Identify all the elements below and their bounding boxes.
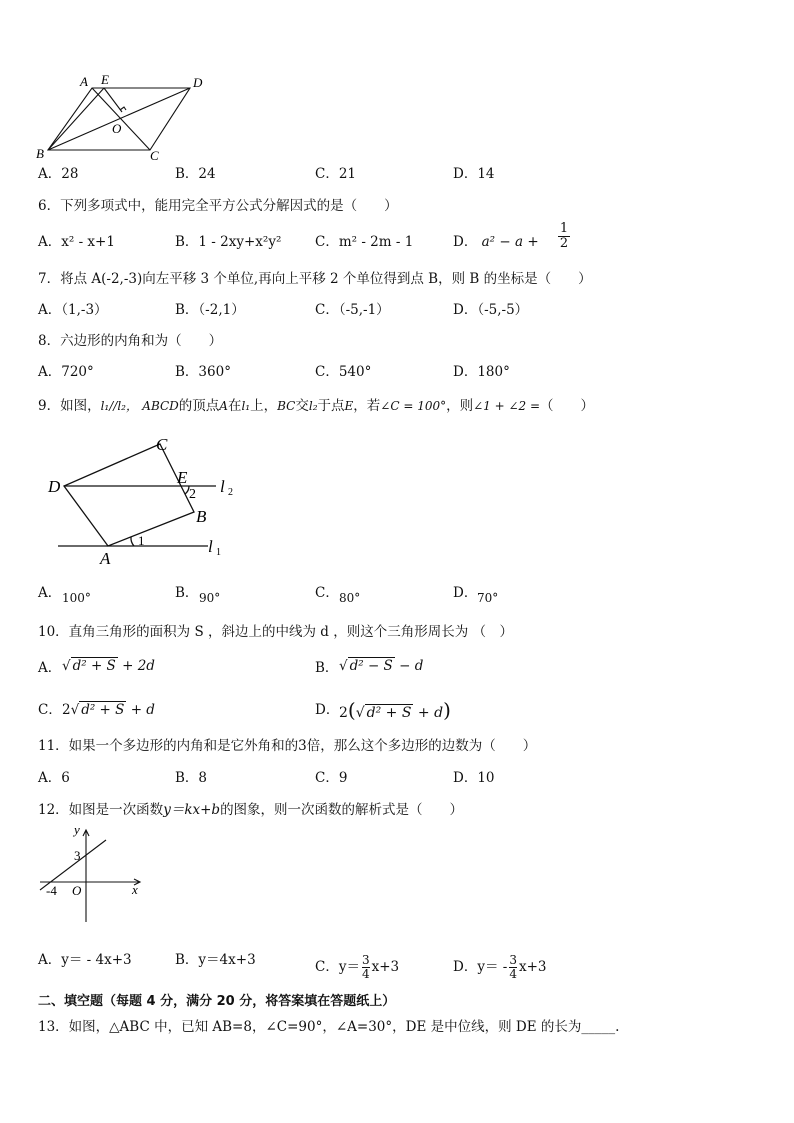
q10-option-d: [339, 700, 451, 720]
fig9-label-b: B: [196, 507, 207, 526]
graph-origin-label: O: [72, 883, 82, 898]
q13-stem: 13．如图，△ABC 中，已知 AB=8，∠C=90°，∠A=30°，DE 是中位线，则 DE 的长为_____.: [38, 1019, 620, 1035]
q10-option-a: [62, 660, 155, 674]
q9-condition: ∠C = 100°: [380, 399, 447, 413]
q6-option-d-expr: a² − a +: [481, 234, 539, 250]
sqrt-sign: √: [70, 702, 80, 718]
q12-function: y＝kx+b: [163, 802, 221, 818]
q6-fraction: [558, 222, 570, 252]
graph-y-axis-label: y: [74, 822, 80, 837]
graph-x-axis-label: x: [132, 882, 138, 897]
q9-option-b-label: B．: [175, 585, 199, 601]
q10-option-b-label: B．: [315, 660, 339, 676]
q9-parallel-lines: l₁//l₂，: [100, 399, 138, 413]
fig-top-label-c: C: [150, 148, 159, 163]
q12-option-d-denominator: 4: [509, 967, 517, 982]
q12-stem-part: 的图象，则一次函数的解析式是（ ）: [220, 802, 464, 818]
q10-option-b: [339, 660, 423, 674]
q12-option-d: [453, 954, 546, 981]
q5-option-d: D．14: [453, 166, 495, 182]
q7-option-c: C．（-5,-1）: [315, 302, 390, 318]
q6-fraction-denominator: 2: [559, 236, 569, 252]
q9-abcd: ABCD: [142, 399, 179, 413]
q10-option-c-radicand: d² + S: [81, 702, 125, 718]
q8-option-a: A．720°: [38, 364, 94, 380]
graph-x-intercept-label: -4: [46, 883, 57, 898]
q10-option-a-label: A．: [38, 660, 62, 676]
q11-stem: 11．如果一个多边形的内角和是它外角和的3倍，那么这个多边形的边数为（ ）: [38, 738, 537, 754]
q11-option-b: B．8: [175, 770, 208, 786]
q6-option-d-label: D．: [453, 234, 478, 250]
q12-option-d-tail: x+3: [518, 959, 547, 976]
fig9-line-l2-sub: 2: [228, 487, 233, 498]
q5-option-a: A．28: [38, 166, 79, 182]
q10-option-b-radicand: d² − S: [349, 658, 393, 674]
q6-option-a: A．x² - x+1: [38, 234, 115, 250]
fig9-label-a: A: [100, 549, 111, 568]
q10-option-b-tail: − d: [399, 658, 424, 674]
sqrt-sign: √: [339, 658, 348, 674]
q9-stem-part: 9．如图，: [38, 398, 101, 414]
q12-option-d-numerator: 3: [509, 953, 517, 967]
q12-option-b: [175, 954, 256, 968]
q12-option-a: [38, 954, 132, 968]
q5-option-b: B．24: [175, 166, 216, 182]
fig9-line-l1: l: [208, 537, 213, 556]
q6-stem: 6．下列多项式中，能用完全平方公式分解因式的是（ ）: [38, 198, 398, 214]
graph-y-intercept-label: 3: [74, 848, 81, 863]
q9-line-l1: l₁: [241, 399, 251, 413]
fig-top-label-d: D: [193, 75, 203, 90]
q12-option-c-fraction: [362, 954, 370, 981]
fig-top-label-a: A: [80, 74, 88, 89]
q9-stem-part: ，若: [353, 398, 381, 414]
q10-option-c-coef: 2: [62, 702, 71, 718]
q5-option-c: C．21: [315, 166, 357, 182]
q12-option-b-label: B．: [175, 952, 199, 968]
q12-option-c-tail: x+3: [371, 959, 400, 976]
q12-option-c: [315, 954, 399, 981]
q12-stem: [38, 804, 463, 818]
parallelogram-figure: [30, 72, 210, 164]
q8-option-c: C．540°: [315, 364, 372, 380]
q9-option-d-label: D．: [453, 585, 478, 601]
q12-option-c-numerator: 3: [361, 953, 370, 967]
q10-option-d-radicand: d² + S: [366, 705, 412, 721]
fig9-label-c: C: [156, 435, 168, 454]
q10-option-a-radicand: d² + S: [72, 658, 116, 674]
fig9-label-e: E: [177, 468, 188, 487]
q10-option-d-tail: + d: [417, 705, 444, 721]
fig9-angle-1: 1: [138, 533, 145, 548]
q12-option-a-expr: y＝ - 4x+3: [61, 952, 132, 968]
sqrt-sign: √: [355, 705, 365, 721]
q9-stem-part: 的顶点: [178, 398, 220, 414]
q9-option-a-value: 100°: [62, 591, 91, 605]
q10-option-c-label: C．: [38, 702, 62, 718]
q9-stem: [38, 400, 594, 414]
q9-stem-part: （ ）: [540, 398, 595, 414]
q9-stem-part: ，则: [446, 398, 474, 414]
fig9-label-d: D: [48, 477, 61, 496]
q9-option-c-value: 80°: [339, 591, 361, 605]
q11-option-a: A．6: [38, 770, 70, 786]
close-paren: ): [443, 698, 451, 722]
q9-option-b-value: 90°: [199, 591, 221, 605]
q10-option-d-coef: 2: [339, 705, 348, 721]
q9-question-expr: ∠1 + ∠2 =: [473, 399, 541, 413]
fig9-angle-2: 2: [189, 487, 196, 502]
fig-top-label-e: E: [101, 72, 109, 87]
parallel-lines-figure: [42, 434, 252, 568]
q9-option-d-value: 70°: [477, 591, 499, 605]
q7-option-d: D．（-5,-5）: [453, 302, 529, 318]
q6-fraction-numerator: 1: [559, 221, 569, 236]
q9-vertex-a: A: [219, 399, 228, 413]
q11-option-d: D．10: [453, 770, 495, 786]
section-2-heading: 二、填空题（每题 4 分，满分 20 分，将答案填在答题纸上）: [38, 994, 396, 1009]
fig-top-label-b: B: [36, 146, 44, 161]
q7-option-b: B．（-2,1）: [175, 302, 245, 318]
q10-option-c: [62, 704, 155, 718]
fig9-line-l2: l: [220, 477, 225, 496]
q9-stem-part: 交: [295, 398, 309, 414]
q12-option-a-label: A．: [38, 952, 62, 968]
sqrt-sign: √: [62, 658, 71, 674]
linear-function-graph: [36, 822, 146, 926]
q9-stem-part: 上，: [250, 398, 278, 414]
q9-stem-part: 于点: [317, 398, 345, 414]
q6-option-d: [453, 236, 539, 250]
q9-line-l2: l₂: [308, 399, 318, 413]
q9-stem-part: 在: [227, 398, 242, 414]
q12-stem-part: 12．如图是一次函数: [38, 802, 164, 818]
q7-stem: 7．将点 A(-2,-3)向左平移 3 个单位,再向上平移 2 个单位得到点 B，则 B 的坐标是（ ）: [38, 271, 592, 287]
q12-option-d-label: D．: [453, 959, 478, 976]
q10-option-c-tail: + d: [130, 702, 155, 718]
fig9-line-l1-sub: 1: [216, 547, 221, 558]
q8-option-d: D．180°: [453, 364, 510, 380]
fig-top-label-o: O: [112, 121, 122, 136]
open-paren: (: [347, 698, 356, 722]
q7-option-a: A．（1,-3）: [38, 302, 108, 318]
q11-option-c: C．9: [315, 770, 348, 786]
q12-option-d-pre: y＝ -: [477, 959, 508, 976]
q12-option-c-label: C．: [315, 959, 339, 976]
q10-stem: 10．直角三角形的面积为 S ，斜边上的中线为 d ，则这个三角形周长为 （ ）: [38, 624, 514, 640]
q12-option-c-denominator: 4: [361, 967, 370, 982]
q10-option-d-label: D．: [315, 702, 340, 718]
q6-option-b: B．1 - 2xy+x²y²: [175, 234, 282, 250]
q9-option-c-label: C．: [315, 585, 339, 601]
q8-stem: 8．六边形的内角和为（ ）: [38, 333, 223, 349]
q9-side-bc: BC: [277, 399, 296, 413]
q9-point-e: E: [344, 399, 354, 413]
q10-option-a-tail: + 2d: [122, 658, 155, 674]
q12-option-d-fraction: [509, 954, 517, 981]
q12-option-b-expr: y＝4x+3: [198, 952, 256, 968]
q8-option-b: B．360°: [175, 364, 231, 380]
q6-option-c: C．m² - 2m - 1: [315, 234, 414, 250]
q9-option-a-label: A．: [38, 585, 62, 601]
q12-option-c-pre: y＝: [338, 959, 360, 976]
